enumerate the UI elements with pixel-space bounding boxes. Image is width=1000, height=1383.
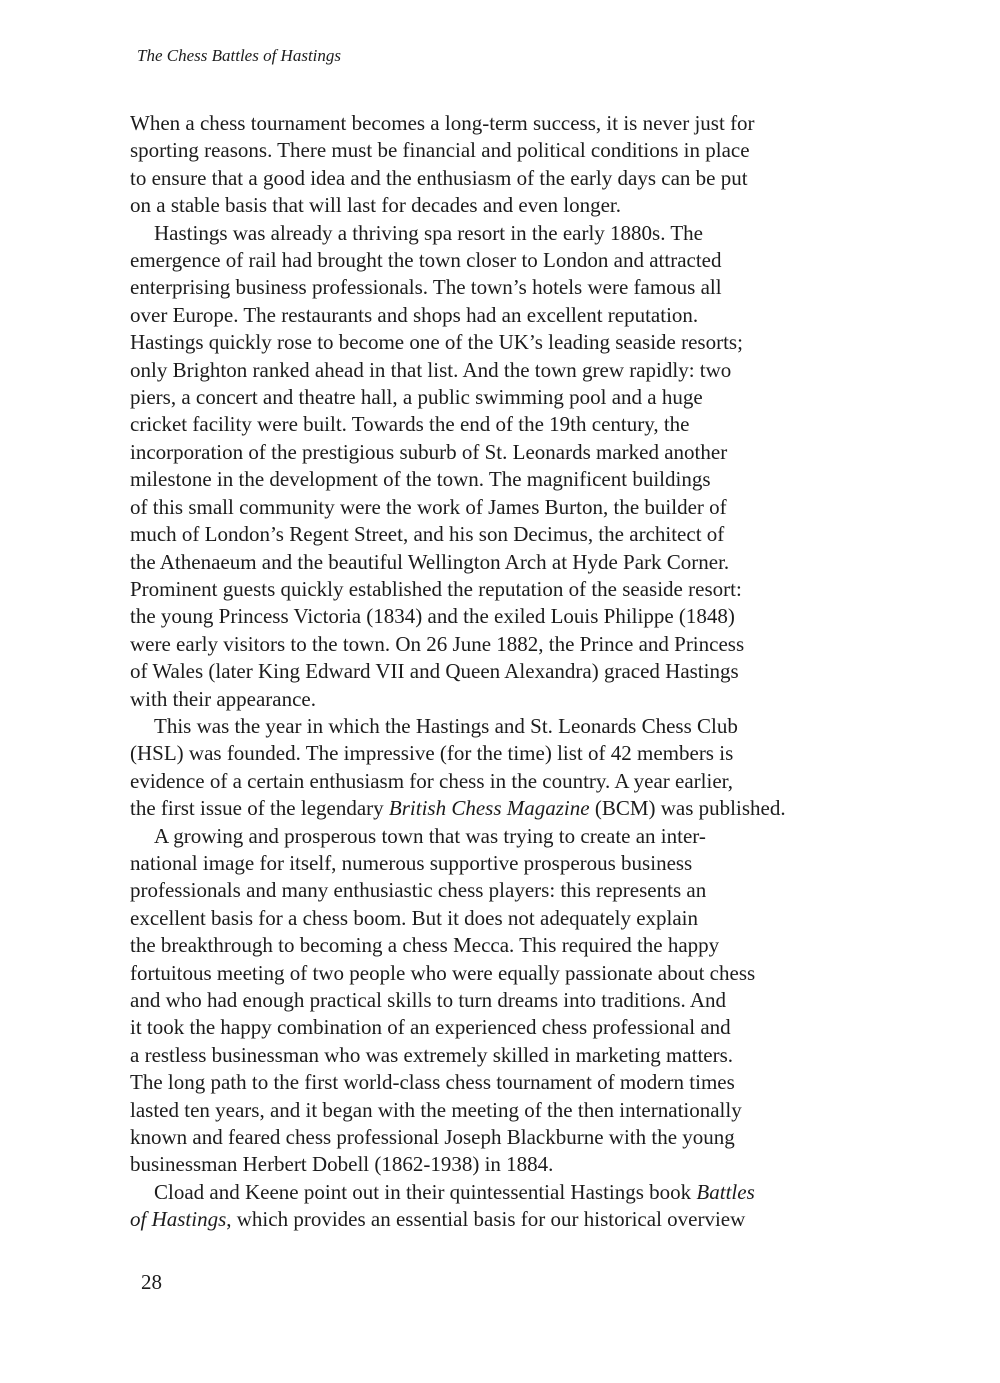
text-line: known and feared chess professional Joseph Blackburne with the young xyxy=(130,1125,735,1150)
text-line: with their appearance. xyxy=(130,686,316,711)
text-line: Prominent guests quickly established the reputation of the seaside resort: xyxy=(130,576,742,601)
text-line: incorporation of the prestigious suburb of St. Leonards marked another xyxy=(130,439,728,464)
text-line: and who had enough practical skills to turn dreams into traditions. And xyxy=(130,988,727,1012)
paragraph-3 xyxy=(130,713,870,823)
text-line: lasted ten years, and it began with the meeting of the then internationally xyxy=(130,1097,742,1122)
text-line: the breakthrough to becoming a chess Mecca. This required the happy xyxy=(130,933,720,958)
text-run: (BCM) was published. xyxy=(589,796,786,821)
text-line: cricket facility were built. Towards the end of the 19th century, the xyxy=(130,412,690,437)
text-line: emergence of rail had brought the town closer to London and attracted xyxy=(130,248,722,273)
text-line: the Athenaeum and the beautiful Wellington Arch at Hyde Park Corner. xyxy=(130,549,730,574)
text-run: Cload and Keene point out in their quintessential Hastings book xyxy=(154,1179,697,1204)
text-line: enterprising business professionals. The town’s hotels were famous all xyxy=(130,275,722,300)
text-line: fortuitous meeting of two people who were equally passionate about chess xyxy=(130,960,756,985)
text-line: When a chess tournament becomes a long-term success, it is never just for xyxy=(130,111,755,135)
paragraph-1 xyxy=(130,110,870,220)
text-line: professionals and many enthusiastic chess players: this represents an xyxy=(130,878,707,903)
text-line: sporting reasons. There must be financial and political conditions in place xyxy=(130,138,750,163)
text-line xyxy=(130,1179,870,1206)
text-line: excellent basis for a chess boom. But it does not adequately explain xyxy=(130,905,699,930)
text-line: it took the happy combination of an experienced chess professional and xyxy=(130,1015,731,1040)
text-line xyxy=(130,1206,870,1233)
text-line: A growing and prosperous town that was trying to create an inter- xyxy=(154,823,706,848)
book-title: Battles xyxy=(696,1179,755,1204)
text-line: over Europe. The restaurants and shops had an excellent reputation. xyxy=(130,302,699,327)
paragraph-2 xyxy=(130,220,870,713)
text-line: national image for itself, numerous supportive prosperous business xyxy=(130,850,693,875)
paragraph-4 xyxy=(130,823,870,1179)
text-line: Hastings was already a thriving spa resort in the early 1880s. The xyxy=(154,220,703,245)
text-run: , which provides an essential basis for our historical overview xyxy=(226,1207,746,1232)
book-title: of Hastings xyxy=(130,1207,227,1232)
text-line: were early visitors to the town. On 26 June 1882, the Prince and Princess xyxy=(130,631,745,656)
text-line: on a stable basis that will last for decades and even longer. xyxy=(130,193,622,218)
text-line: evidence of a certain enthusiasm for chess in the country. A year earlier, xyxy=(130,768,734,793)
paragraph-5 xyxy=(130,1179,870,1234)
text-line: piers, a concert and theatre hall, a public swimming pool and a huge xyxy=(130,385,703,410)
text-line xyxy=(130,795,870,822)
text-line: a restless businessman who was extremely skilled in marketing matters. xyxy=(130,1042,734,1067)
text-line: the young Princess Victoria (1834) and the exiled Louis Philippe (1848) xyxy=(130,604,735,629)
text-line: of Wales (later King Edward VII and Queen Alexandra) graced Hastings xyxy=(130,659,739,684)
text-line: of this small community were the work of James Burton, the builder of xyxy=(130,494,727,519)
body-text xyxy=(130,110,870,1234)
text-run: the first issue of the legendary xyxy=(130,796,389,821)
text-line: This was the year in which the Hastings and St. Leonards Chess Club xyxy=(154,713,738,738)
text-line: Hastings quickly rose to become one of the UK’s leading seaside resorts; xyxy=(130,330,743,355)
text-line: businessman Herbert Dobell (1862-1938) in 1884. xyxy=(130,1152,554,1177)
running-head: The Chess Battles of Hastings xyxy=(137,46,342,65)
text-line: milestone in the development of the town. The magnificent buildings xyxy=(130,467,711,492)
text-line: only Brighton ranked ahead in that list. And the town grew rapidly: two xyxy=(130,357,732,382)
text-line: (HSL) was founded. The impressive (for the time) list of 42 members is xyxy=(130,741,734,766)
text-line: to ensure that a good idea and the enthusiasm of the early days can be put xyxy=(130,165,748,190)
magazine-title: British Chess Magazine xyxy=(388,796,590,821)
text-line: The long path to the first world-class chess tournament of modern times xyxy=(130,1070,735,1095)
text-line: much of London’s Regent Street, and his son Decimus, the architect of xyxy=(130,522,725,547)
page-number: 28 xyxy=(141,1270,162,1294)
